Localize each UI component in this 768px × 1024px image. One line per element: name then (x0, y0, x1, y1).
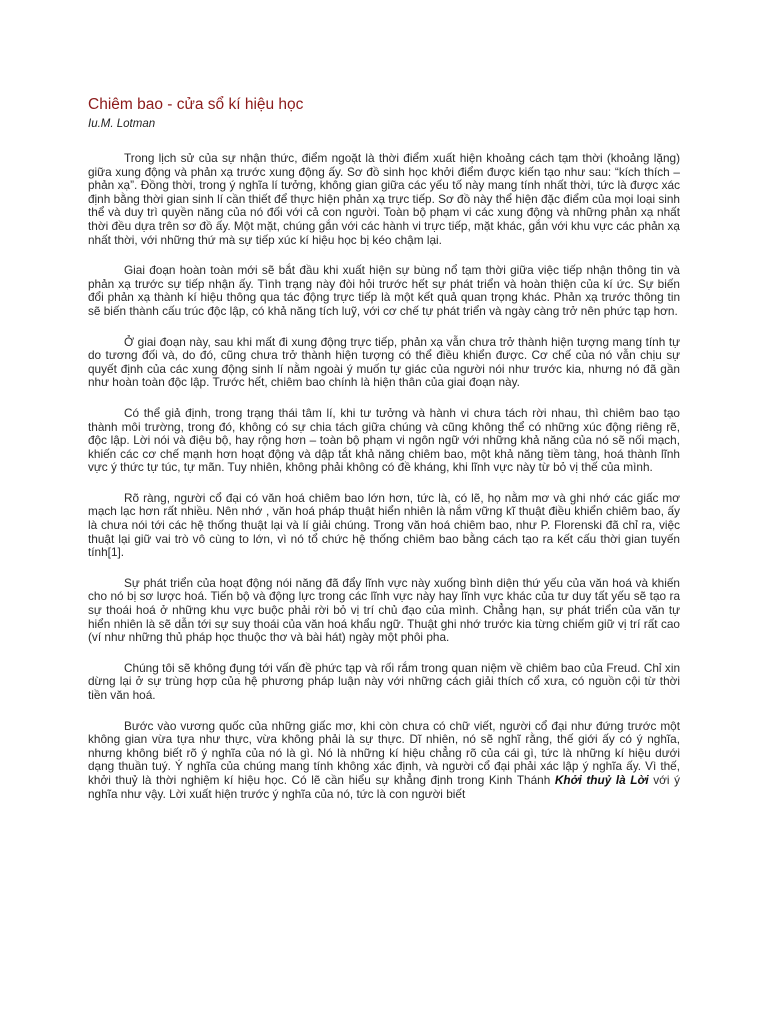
article-body (88, 152, 680, 801)
emphasized-quote: Khởi thuỷ là Lời (554, 772, 649, 787)
article-title: Chiêm bao - cửa sổ kí hiệu học (88, 96, 304, 113)
paragraph-text: với ý nghĩa như vậy. Lời xuất hiện trước ý nghĩa của nó, tức là con người biết (88, 772, 680, 801)
paragraph: Rõ ràng, người cổ đại có văn hoá chiêm bao lớn hơn, tức là, có lẽ, họ nằm mơ và ghi nhớ các giấc mơ mạch lạc hơn rất nhiều. Nên nhớ , văn hoá pháp thuật hiển nhiên là nắm vững kĩ thuật điều khiển chiêm bao, ấy là chưa nói tới các hệ thống thuật lại và lí giải chúng. Trong văn hoá chiêm bao, như P. Florenski đã chỉ ra, việc thuật lại giữ vai trò vô cùng to lớn, vì nó tổ chức hệ thống chiêm bao bằng cách tạo ra kết cấu thời gian tuyến tính[1]. (88, 490, 680, 560)
paragraph: Chúng tôi sẽ không đụng tới vấn đề phức tạp và rối rắm trong quan niệm về chiêm bao của Freud. Chỉ xin dừng lại ở sự trùng hợp của hệ phương pháp luận này với những cách giải thích cổ xưa, có nguồn cội từ thời tiền văn hoá. (88, 660, 680, 702)
paragraph-last (88, 720, 680, 802)
article-author: Iu.M. Lotman (88, 118, 156, 130)
paragraph-text: Bước vào vương quốc của những giấc mơ, khi còn chưa có chữ viết, người cổ đại như đứng trước một không gian vừa tựa như thực, vừa không phải là sự thực. Dĩ nhiên, nó sẽ nghĩ rằng, thế giới ấy có ý nghĩa, nhưng không biết rõ ý nghĩa của nó là gì. Nó là những kí hiệu chẳng rõ của cái gì, tức là những kí hiệu dưới dạng thuần tuý. Ý nghĩa của chúng mang tính không xác định, và người cổ đại phải xác lập ý nghĩa ấy. Vì thế, khởi thuỷ là thời nghiệm kí hiệu học. Có lẽ cần hiểu sự khẳng định trong Kinh Thánh (88, 718, 680, 787)
paragraph: Trong lịch sử của sự nhận thức, điểm ngoặt là thời điểm xuất hiện khoảng cách tạm thời (khoảng lặng) giữa xung động và phản xạ trước xung động ấy. Sơ đồ sinh học khởi điểm được kiến tạo như sau: “kích thích – phản xạ”. Đồng thời, trong ý nghĩa lí tưởng, không gian giữa các yếu tố này mang tính nhất thời, tức là được xác định bằng thời gian sinh lí cần thiết để thực hiện phản xạ trực tiếp. Sơ đồ này thể hiện đặc điểm của mọi loại sinh thể và duy trì quyền năng của nó đối với cả con người. Toàn bộ phạm vi các xung động và những phản xạ nhất thời đều dựa trên sơ đồ ấy. Một mặt, chúng gắn với các hành vi trực tiếp, mặt khác, gắn với khu vực các phản xạ nhất thời, với những thứ mà sự tiếp xúc kí hiệu học bị kéo chậm lại. (88, 151, 680, 247)
article (88, 96, 680, 818)
paragraph: Ở giai đoạn này, sau khi mất đi xung động trực tiếp, phản xạ vẫn chưa trở thành hiện tượng mang tính tự do tương đối và, do đó, cũng chưa trở thành hiện tượng có thể điều khiển được. Cơ chế của nó vẫn chịu sự quyết định của các xung động sinh lí nằm ngoài ý muốn tự giác của người nói như trước kia, nhưng nó đã gần như hoàn toàn độc lập. Trước hết, chiêm bao chính là hiện thân của giai đoạn này. (88, 334, 680, 390)
paragraph: Giai đoạn hoàn toàn mới sẽ bắt đầu khi xuất hiện sự bùng nổ tạm thời giữa việc tiếp nhận thông tin và phản xạ trước sự tiếp nhận ấy. Tình trạng này đòi hỏi trước hết sự phát triển và hoàn thiện của kí ức. Sự biến đổi phản xạ thành kí hiệu thông qua tác động trực tiếp là một kết quả quan trọng khác. Phản xạ trước thông tin sẽ biến thành cấu trúc độc lập, có khả năng tích luỹ, với cơ chế tự phát triển và ngày càng trở nên phức tạp hơn. (88, 263, 680, 318)
paragraph: Có thể giả định, trong trạng thái tâm lí, khi tư tưởng và hành vi chưa tách rời nhau, thì chiêm bao tạo thành môi trường, trong đó, không có sự chia tách giữa chúng và cũng không thể có những xúc động riêng rẽ, độc lập. Lời nói và điệu bộ, hay rộng hơn – toàn bộ phạm vi ngôn ngữ với những khả năng của nó sẽ nối mạch, khiến các cơ chế mạnh hơn hoạt động và dập tắt khả năng chiêm bao, một khả năng tiềm tàng, hoá thành lĩnh vực ý thức tự túc, tự mãn. Tuy nhiên, không phải không có đề kháng, khi lĩnh vực này từ bỏ vị thế của mình. (88, 405, 680, 475)
paragraph: Sự phát triển của hoạt động nói năng đã đẩy lĩnh vực này xuống bình diện thứ yếu của văn hoá và khiến cho nó bị sơ lược hoá. Tiến bộ và động lực trong các lĩnh vực này hay lĩnh vực khác của tư duy tất yếu sẽ tạo ra sự thoái hoá ở những khu vực buộc phải rời bỏ vị trí chủ đạo của mình. Chẳng hạn, sự phát triển của văn tự hiển nhiên là sẽ dẫn tới sự suy thoái của văn hoá khẩu ngữ. Thuật ghi nhớ trước kia từng chiếm giữ vị trí rất cao (ví như những thủ pháp học thuộc thơ và bài hát) ngày một phôi pha. (88, 575, 680, 645)
